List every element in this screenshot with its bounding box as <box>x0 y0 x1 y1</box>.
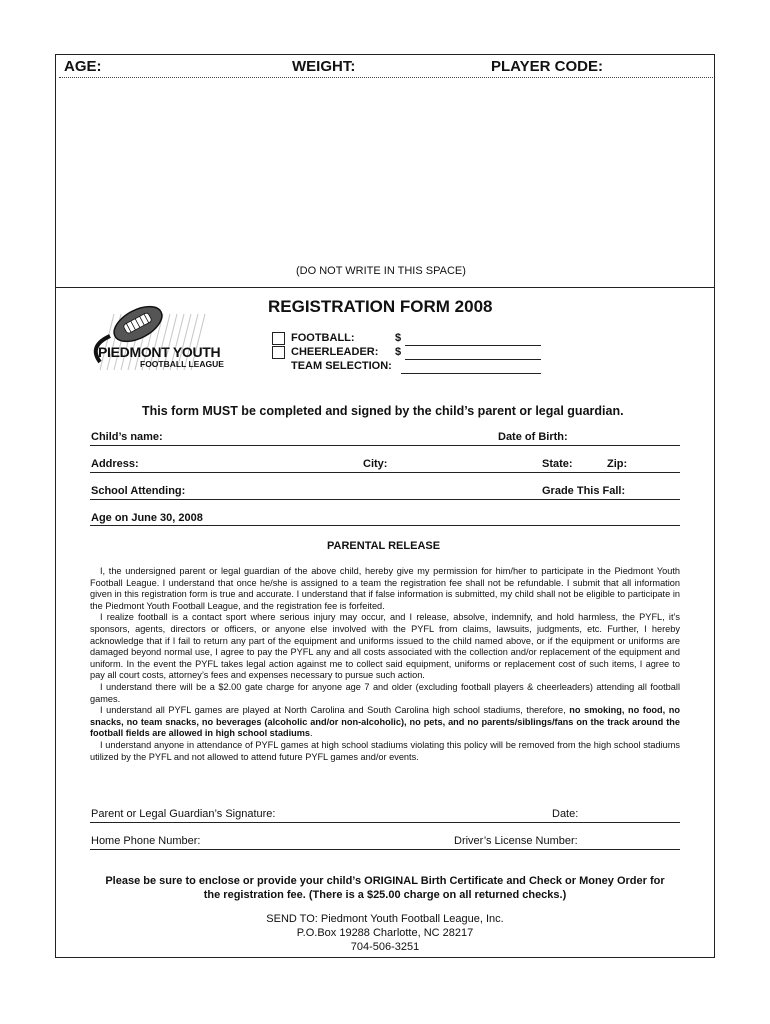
football-dollar: $ <box>395 332 402 344</box>
release-paragraph-5: I understand anyone in attendance of PYFL games at high school stadiums violating this policy will be removed from the high school stadiums utilized by the PYFL and not allowed to attend future PYFL games and/or events. <box>90 739 680 762</box>
zip-label: Zip: <box>607 458 628 470</box>
team-selection-line[interactable] <box>401 373 541 374</box>
child-name-line[interactable] <box>90 445 680 446</box>
release-p4-end: . <box>310 728 313 739</box>
guardian-notice: This form MUST be completed and signed by the child’s parent or legal guardian. <box>142 404 624 418</box>
football-fee-line[interactable] <box>405 345 541 346</box>
release-paragraph-3: I understand there will be a $2.00 gate charge for anyone age 7 and older (excluding football players & cheerleaders) attending all football games. <box>90 681 680 704</box>
team-selection-label: TEAM SELECTION: <box>291 360 392 372</box>
age-on-line[interactable] <box>90 525 680 526</box>
address-label: Address: <box>91 458 139 470</box>
release-p4-start: I understand all PYFL games are played at North Carolina and South Carolina high school stadiums, therefore, <box>100 705 570 716</box>
cheerleader-fee-line[interactable] <box>405 359 541 360</box>
player-code-label: PLAYER CODE: <box>491 58 603 75</box>
weight-label: WEIGHT: <box>292 58 356 75</box>
release-paragraph-4 <box>90 705 680 740</box>
home-phone-label: Home Phone Number: <box>91 835 201 847</box>
address-line[interactable] <box>90 472 680 473</box>
dob-label: Date of Birth: <box>498 431 568 443</box>
office-use-divider <box>55 287 715 288</box>
enclose-line-1: Please be sure to enclose or provide your child’s ORIGINAL Birth Certificate and Check or Money Order for <box>105 875 665 887</box>
league-phone: 704-506-3251 <box>350 941 420 953</box>
guardian-signature-label: Parent or Legal Guardian’s Signature: <box>91 808 276 820</box>
form-title: REGISTRATION FORM 2008 <box>268 297 493 316</box>
cheerleader-dollar: $ <box>395 346 402 358</box>
state-label: State: <box>542 458 573 470</box>
license-label: Driver’s License Number: <box>454 835 578 847</box>
release-heading: PARENTAL RELEASE <box>327 540 441 552</box>
enclose-line-2: the registration fee. (There is a $25.00 charge on all returned checks.) <box>203 889 567 901</box>
send-to: SEND TO: Piedmont Youth Football League, Inc. <box>266 913 504 925</box>
football-checkbox[interactable] <box>272 332 285 345</box>
cheerleader-label: CHEERLEADER: <box>291 346 379 358</box>
release-text <box>90 566 680 763</box>
release-p4-bold: no smoking, no food, no snacks, no team snacks, no beverages (alcoholic and/or non-alcoholic), no pets, and no parents/siblings/fans on the track around the football fields are allowed in high school stadiums <box>90 705 680 739</box>
date-label: Date: <box>552 808 579 820</box>
signature-line[interactable] <box>90 822 680 823</box>
cheerleader-checkbox[interactable] <box>272 346 285 359</box>
city-label: City: <box>363 458 388 470</box>
grade-label: Grade This Fall: <box>542 485 626 497</box>
age-label: AGE: <box>64 58 102 75</box>
school-label: School Attending: <box>91 485 186 497</box>
header-rule <box>59 77 713 78</box>
child-name-label: Child’s name: <box>91 431 163 443</box>
release-paragraph-1: I, the undersigned parent or legal guardian of the above child, hereby give my permission for him/her to participate in the Piedmont Youth Football League. I understand that once he/she is assigned to a team the registration fee shall not be refundable. I submit that all information given in this registration form is true and accurate. I understand that if false information is submitted, my child shall not be eligible to participate in the Piedmont Youth Football League, and the registration fee is forfeited. <box>90 566 680 611</box>
age-on-label: Age on June 30, 2008 <box>91 512 203 524</box>
logo-line1: PIEDMONT YOUTH <box>98 344 221 360</box>
phone-line[interactable] <box>90 849 680 850</box>
school-line[interactable] <box>90 499 680 500</box>
football-label: FOOTBALL: <box>291 332 355 344</box>
logo-line2: FOOTBALL LEAGUE <box>140 359 224 369</box>
release-paragraph-2: I realize football is a contact sport where serious injury may occur, and I release, absolve, indemnify, and hold harmless, the PYFL, it’s sponsors, agents, directors or officers, or anyone else involved with the PYFL from claims, lawsuits, judgments, etc. Further, I hereby acknowledge that if I fail to return any part of the equipment and uniforms issued to the child named above, or if the equipment or uniforms are damaged beyond normal use, I agree to pay the PYFL any and all costs associated with the collection and/or replacement of the equipment and uniform. In the event the PYFL takes legal action against me to collect said equipment, uniforms or replacement cost of such items, I agree to pay all court costs, attorney’s fees and expenses necessary to pursue such action. <box>90 612 680 681</box>
football-logo-icon <box>80 296 270 382</box>
office-use-note: (DO NOT WRITE IN THIS SPACE) <box>296 265 466 277</box>
po-box: P.O.Box 19288 Charlotte, NC 28217 <box>296 927 474 939</box>
pyfl-logo <box>80 296 270 382</box>
